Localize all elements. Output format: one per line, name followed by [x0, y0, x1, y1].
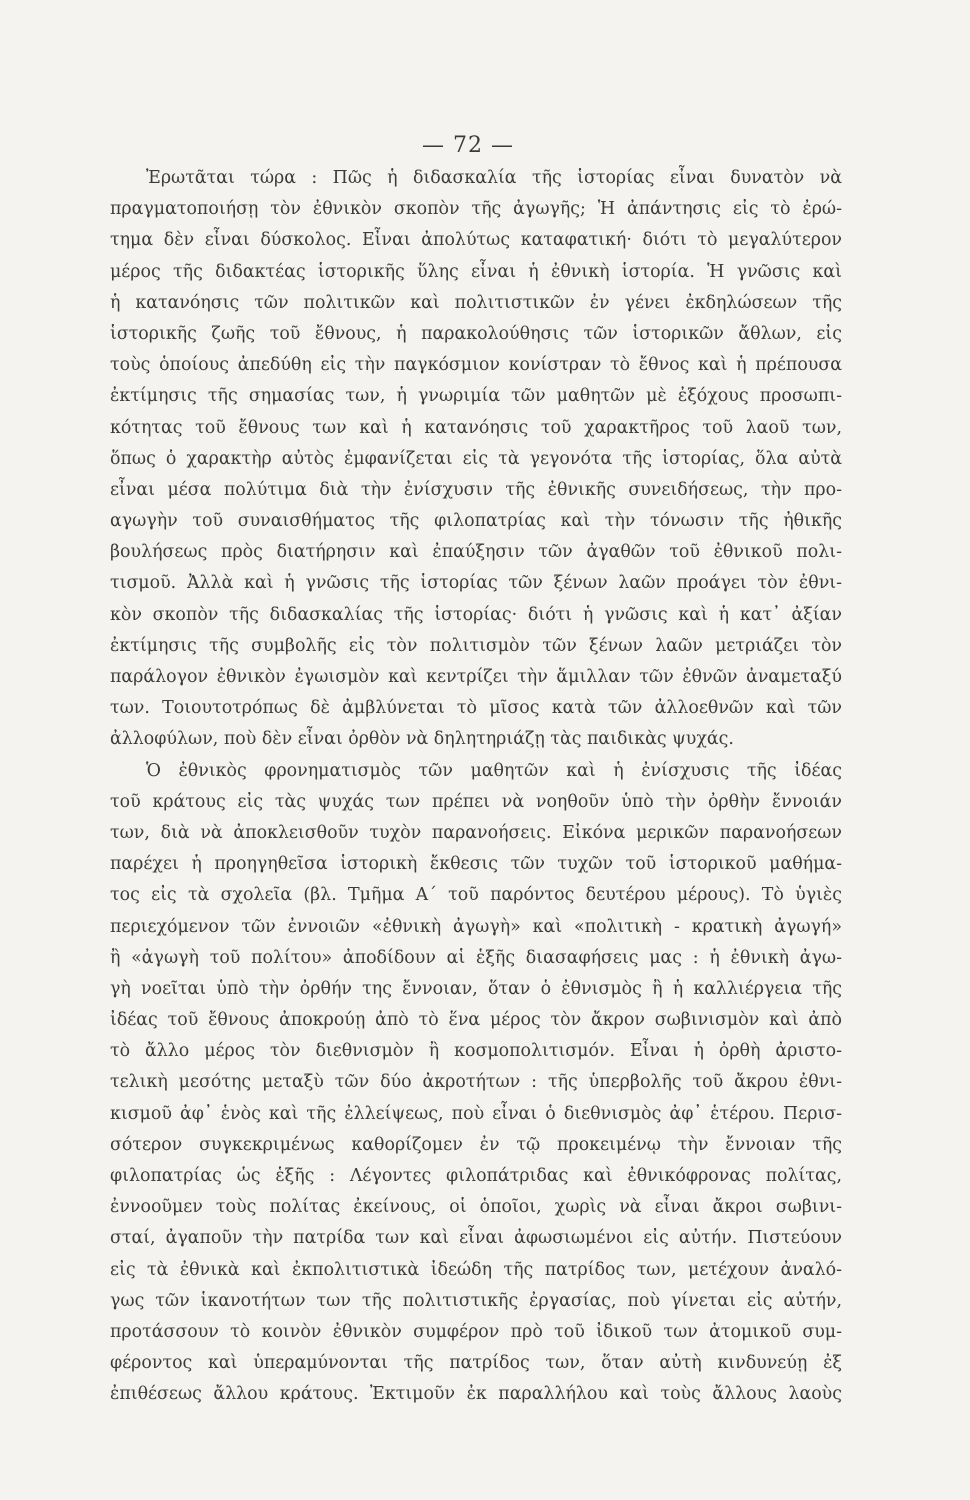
text-line: τημα δὲν εἶναι δύσκολος. Εἶναι ἀπολύτως καταφατική· διότι τὸ μεγαλύτερον	[110, 230, 842, 251]
text-line: εἶναι μέσα πολύτιμα διὰ τὴν ἐνίσχυσιν τῆς ἐθνικῆς συνειδήσεως, τὴν προ-	[110, 479, 842, 500]
text-line: ἐκτίμησις τῆς σημασίας των, ἡ γνωριμία τῶν μαθητῶν μὲ ἐξόχους προσωπι-	[110, 386, 842, 407]
text-line: τὸ ἄλλο μέρος τὸν διεθνισμὸν ἢ κοσμοπολιτισμόν. Εἶναι ἡ ὀρθὴ ἀριστο-	[110, 1041, 842, 1062]
text-line: προτάσσουν τὸ κοινὸν ἐθνικὸν συμφέρον πρὸ τοῦ ἰδικοῦ των ἀτομικοῦ συμ-	[110, 1321, 842, 1342]
text-line: παρέχει ἡ προηγηθεῖσα ἱστορικὴ ἔκθεσις τῶν τυχῶν τοῦ ἱστορικοῦ μαθήμα-	[110, 854, 842, 875]
text-line: βουλήσεως πρὸς διατήρησιν καὶ ἐπαύξησιν τῶν ἀγαθῶν τοῦ ἐθνικοῦ πολι-	[110, 542, 842, 563]
text-line: φιλοπατρίας ὡς ἑξῆς : Λέγοντες φιλοπάτριδας καὶ ἐθνικόφρονας πολίτας,	[110, 1166, 842, 1186]
text-line: περιεχόμενον τῶν ἐννοιῶν «ἐθνικὴ ἀγωγὴ» καὶ «πολιτικὴ - κρατικὴ ἀγωγή»	[110, 916, 842, 937]
text-line: μέρος τῆς διδακτέας ἱστορικῆς ὕλης εἶναι ἡ ἐθνικὴ ἱστορία. Ἡ γνῶσις καὶ	[110, 261, 842, 282]
text-line: αγωγὴν τοῦ συναισθήματος τῆς φιλοπατρίας καὶ τὴν τόνωσιν τῆς ἠθικῆς	[110, 511, 842, 532]
text-line: Ὁ ἐθνικὸς φρονηματισμὸς τῶν μαθητῶν καὶ ἡ ἐνίσχυσις τῆς ἰδέας	[146, 760, 842, 781]
text-line: κὸν σκοπὸν τῆς διδασκαλίας τῆς ἱστορίας· διότι ἡ γνῶσις καὶ ἡ κατ᾽ ἀξίαν	[110, 604, 842, 625]
text-line: ἐκτίμησις τῆς συμβολῆς εἰς τὸν πολιτισμὸν τῶν ξένων λαῶν μετριάζει τὸν	[110, 635, 842, 656]
text-line: γως τῶν ἱκανοτήτων των τῆς πολιτιστικῆς ἐργασίας, ποὺ γίνεται εἰς αὐτήν,	[110, 1290, 842, 1311]
text-line: ἐπιθέσεως ἄλλου κράτους. Ἐκτιμοῦν ἐκ παραλλήλου καὶ τοὺς ἄλλους λαοὺς	[110, 1384, 842, 1405]
text-line: σότερον συγκεκριμένως καθορίζομεν ἐν τῷ προκειμένῳ τὴν ἔννοιαν τῆς	[110, 1134, 842, 1155]
text-line: πραγματοποιήσῃ τὸν ἐθνικὸν σκοπὸν τῆς ἀγωγῆς; Ἡ ἀπάντησις εἰς τὸ ἐρώ-	[110, 199, 842, 220]
text-line: ἰδέας τοῦ ἔθνους ἀποκρούῃ ἀπὸ τὸ ἕνα μέρος τὸν ἄκρον σωβινισμὸν καὶ ἀπὸ	[110, 1010, 842, 1031]
body-text	[110, 163, 842, 1411]
text-line: σταί, ἀγαποῦν τὴν πατρίδα των καὶ εἶναι ἀφωσιωμένοι εἰς αὐτήν. Πιστεύουν	[110, 1228, 842, 1249]
page-number: — 72 —	[422, 133, 514, 158]
text-line: παράλογον ἐθνικὸν ἐγωισμὸν καὶ κεντρίζει τὴν ἅμιλλαν τῶν ἐθνῶν ἀναμεταξύ	[110, 667, 842, 687]
text-line: ἢ «ἀγωγὴ τοῦ πολίτου» ἀποδίδουν αἱ ἑξῆς διασαφήσεις μας : ἡ ἐθνικὴ ἀγω-	[110, 947, 842, 968]
text-line: κότητας τοῦ ἔθνους των καὶ ἡ κατανόησις τοῦ χαρακτῆρος τοῦ λαοῦ των,	[110, 417, 842, 438]
text-line: τος εἰς τὰ σχολεῖα (βλ. Τμῆμα Α΄ τοῦ παρόντος δευτέρου μέρους). Τὸ ὑγιὲς	[110, 885, 842, 906]
text-line: τοὺς ὁποίους ἀπεδύθη εἰς τὴν παγκόσμιον κονίστραν τὸ ἔθνος καὶ ἡ πρέπουσα	[110, 355, 842, 376]
text-line: ὅπως ὁ χαρακτὴρ αὐτὸς ἐμφανίζεται εἰς τὰ γεγονότα τῆς ἱστορίας, ὅλα αὐτὰ	[110, 448, 842, 469]
text-line: φέροντος καὶ ὑπεραμύνονται τῆς πατρίδος των, ὅταν αὐτὴ κινδυνεύῃ ἐξ	[110, 1353, 842, 1374]
text-line: των. Τοιουτοτρόπως δὲ ἀμβλύνεται τὸ μῖσος κατὰ τῶν ἀλλοεθνῶν καὶ τῶν	[110, 698, 842, 719]
text-line: εἰς τὰ ἐθνικὰ καὶ ἐκπολιτιστικὰ ἰδεώδη τῆς πατρίδος των, μετέχουν ἀναλό-	[110, 1259, 842, 1280]
text-line: ἱστορικῆς ζωῆς τοῦ ἔθνους, ἡ παρακολούθησις τῶν ἱστορικῶν ἄθλων, εἰς	[110, 323, 842, 344]
text-line: τελικὴ μεσότης μεταξὺ τῶν δύο ἀκροτήτων : τῆς ὑπερβολῆς τοῦ ἄκρου ἐθνι-	[110, 1072, 842, 1093]
text-line: ἡ κατανόησις τῶν πολιτικῶν καὶ πολιτιστικῶν ἐν γένει ἐκδηλώσεων τῆς	[110, 292, 842, 313]
text-line: ἐννοοῦμεν τοὺς πολίτας ἐκείνους, οἱ ὁποῖοι, χωρὶς νὰ εἶναι ἄκροι σωβινι-	[110, 1197, 842, 1218]
text-line: των, διὰ νὰ ἀποκλεισθοῦν τυχὸν παρανοήσεις. Εἰκόνα μερικῶν παρανοήσεων	[110, 822, 842, 843]
text-line: τισμοῦ. Ἀλλὰ καὶ ἡ γνῶσις τῆς ἱστορίας τῶν ξένων λαῶν προάγει τὸν ἐθνι-	[110, 573, 842, 594]
text-line: ἀλλοφύλων, ποὺ δὲν εἶναι ὀρθὸν νὰ δηλητηριάζῃ τὰς παιδικὰς ψυχάς.	[110, 729, 734, 750]
text-line: τοῦ κράτους εἰς τὰς ψυχάς των πρέπει νὰ νοηθοῦν ὑπὸ τὴν ὀρθὴν ἔννοιάν	[110, 791, 842, 812]
text-line: γὴ νοεῖται ὑπὸ τὴν ὀρθήν της ἔννοιαν, ὅταν ὁ ἐθνισμὸς ἢ ἡ καλλιέργεια τῆς	[110, 978, 842, 999]
text-line: κισμοῦ ἀφ᾽ ἑνὸς καὶ τῆς ἐλλείψεως, ποὺ εἶναι ὁ διεθνισμὸς ἀφ᾽ ἑτέρου. Περισ-	[110, 1103, 842, 1124]
text-line: Ἐρωτᾶται τώρα : Πῶς ἡ διδασκαλία τῆς ἱστορίας εἶναι δυνατὸν νὰ	[146, 168, 842, 188]
